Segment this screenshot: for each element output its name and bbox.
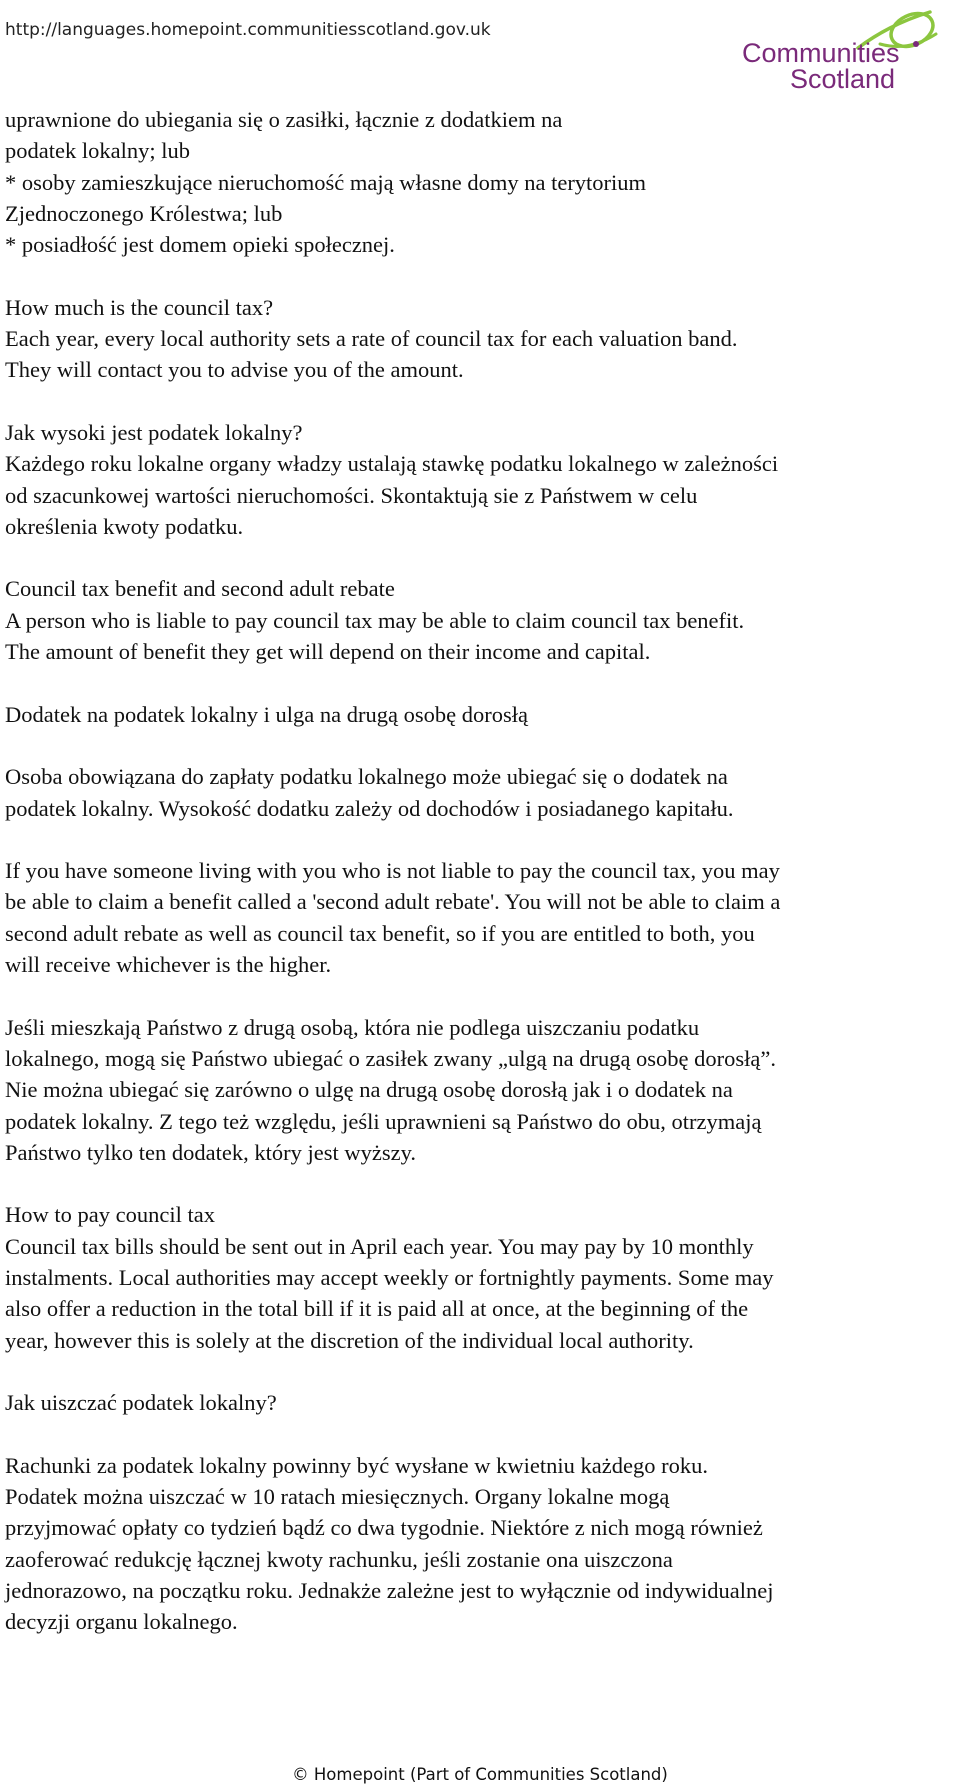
text-line: Osoba obowiązana do zapłaty podatku lokalnego może ubiegać się o dodatek na (5, 764, 728, 790)
text-line: A person who is liable to pay council tax may be able to claim council tax benefit. (5, 607, 745, 633)
text-line: Each year, every local authority sets a rate of council tax for each valuation band. (5, 326, 738, 352)
text-line: Jak uiszczać podatek lokalny? (5, 1390, 277, 1416)
paragraph (5, 1450, 955, 1638)
text-line: Jak wysoki jest podatek lokalny? (5, 419, 303, 445)
text-line: instalments. Local authorities may accept weekly or fortnightly payments. Some may (5, 1264, 774, 1290)
logo-line-1: Communities (742, 38, 900, 68)
paragraph (5, 699, 955, 730)
text-line: podatek lokalny; lub (5, 138, 190, 164)
text-line: The amount of benefit they get will depend on their income and capital. (5, 639, 651, 665)
text-line: Nie można ubiegać się zarówno o ulgę na drugą osobę dorosłą jak i o dodatek na (5, 1077, 733, 1103)
paragraph (5, 855, 955, 980)
text-line: They will contact you to advise you of the amount. (5, 357, 464, 383)
text-line: Zjednoczonego Królestwa; lub (5, 200, 283, 226)
text-line: Dodatek na podatek lokalny i ulga na drugą osobę dorosłą (5, 701, 528, 727)
paragraph (5, 1387, 955, 1418)
text-line: second adult rebate as well as council tax benefit, so if you are entitled to both, you (5, 920, 755, 946)
text-line: * posiadłość jest domem opieki społecznej. (5, 232, 395, 258)
text-line: jednorazowo, na początku roku. Jednakże zależne jest to wyłącznie od indywidualnej (5, 1577, 774, 1603)
footer-copyright: © Homepoint (Part of Communities Scotland) (292, 1765, 668, 1784)
text-line: Rachunki za podatek lokalny powinny być wysłane w kwietniu każdego roku. (5, 1452, 708, 1478)
text-line: Podatek można uiszczać w 10 ratach miesięcznych. Organy lokalne mogą (5, 1484, 670, 1510)
text-line: zaoferować redukcję łącznej kwoty rachunku, jeśli zostanie ona uiszczona (5, 1546, 673, 1572)
text-line: decyzji organu lokalnego. (5, 1609, 238, 1635)
paragraph (5, 1199, 955, 1355)
text-line: How much is the council tax? (5, 294, 274, 320)
text-line: od szacunkowej wartości nieruchomości. Skontaktują sie z Państwem w celu (5, 482, 698, 508)
text-line: Każdego roku lokalne organy władzy ustalają stawkę podatku lokalnego w zależności (5, 451, 779, 477)
communities-scotland-logo (740, 4, 960, 94)
text-line: podatek lokalny. Wysokość dodatku zależy od dochodów i posiadanego kapitału. (5, 795, 734, 821)
paragraph (5, 1012, 955, 1168)
paragraph (5, 573, 955, 667)
text-line: Państwo tylko ten dodatek, który jest wyższy. (5, 1139, 416, 1165)
text-line: określenia kwoty podatku. (5, 513, 244, 539)
text-line: przyjmować opłaty co tydzień bądź co dwa tygodnie. Niektóre z nich mogą również (5, 1515, 763, 1541)
text-line: lokalnego, mogą się Państwo ubiegać o zasiłek zwany „ulgą na drugą osobę dorosłą”. (5, 1045, 777, 1071)
document-body (5, 104, 955, 1669)
logo-line-2: Scotland (790, 64, 896, 94)
page-url: http://languages.homepoint.communitiesscotland.gov.uk (5, 20, 491, 40)
paragraph (5, 417, 955, 542)
text-line: If you have someone living with you who is not liable to pay the council tax, you may (5, 858, 780, 884)
text-line: Council tax benefit and second adult rebate (5, 576, 395, 602)
text-line: also offer a reduction in the total bill if it is paid all at once, at the beginning of the (5, 1296, 749, 1322)
text-line: will receive whichever is the higher. (5, 952, 332, 978)
text-line: uprawnione do ubiegania się o zasiłki, łącznie z dodatkiem na (5, 107, 563, 132)
paragraph (5, 292, 955, 386)
paragraph (5, 104, 955, 260)
text-line: podatek lokalny. Z tego też względu, jeśli uprawnieni są Państwo do obu, otrzymają (5, 1108, 762, 1134)
text-line: How to pay council tax (5, 1202, 215, 1228)
text-line: * osoby zamieszkujące nieruchomość mają własne domy na terytorium (5, 169, 647, 195)
paragraph (5, 761, 955, 824)
text-line: be able to claim a benefit called a 'second adult rebate'. You will not be able to claim a (5, 889, 781, 915)
text-line: Jeśli mieszkają Państwo z drugą osobą, która nie podlega uiszczaniu podatku (5, 1014, 700, 1040)
text-line: Council tax bills should be sent out in April each year. You may pay by 10 monthly (5, 1233, 754, 1259)
text-line: year, however this is solely at the discretion of the individual local authority. (5, 1327, 694, 1353)
